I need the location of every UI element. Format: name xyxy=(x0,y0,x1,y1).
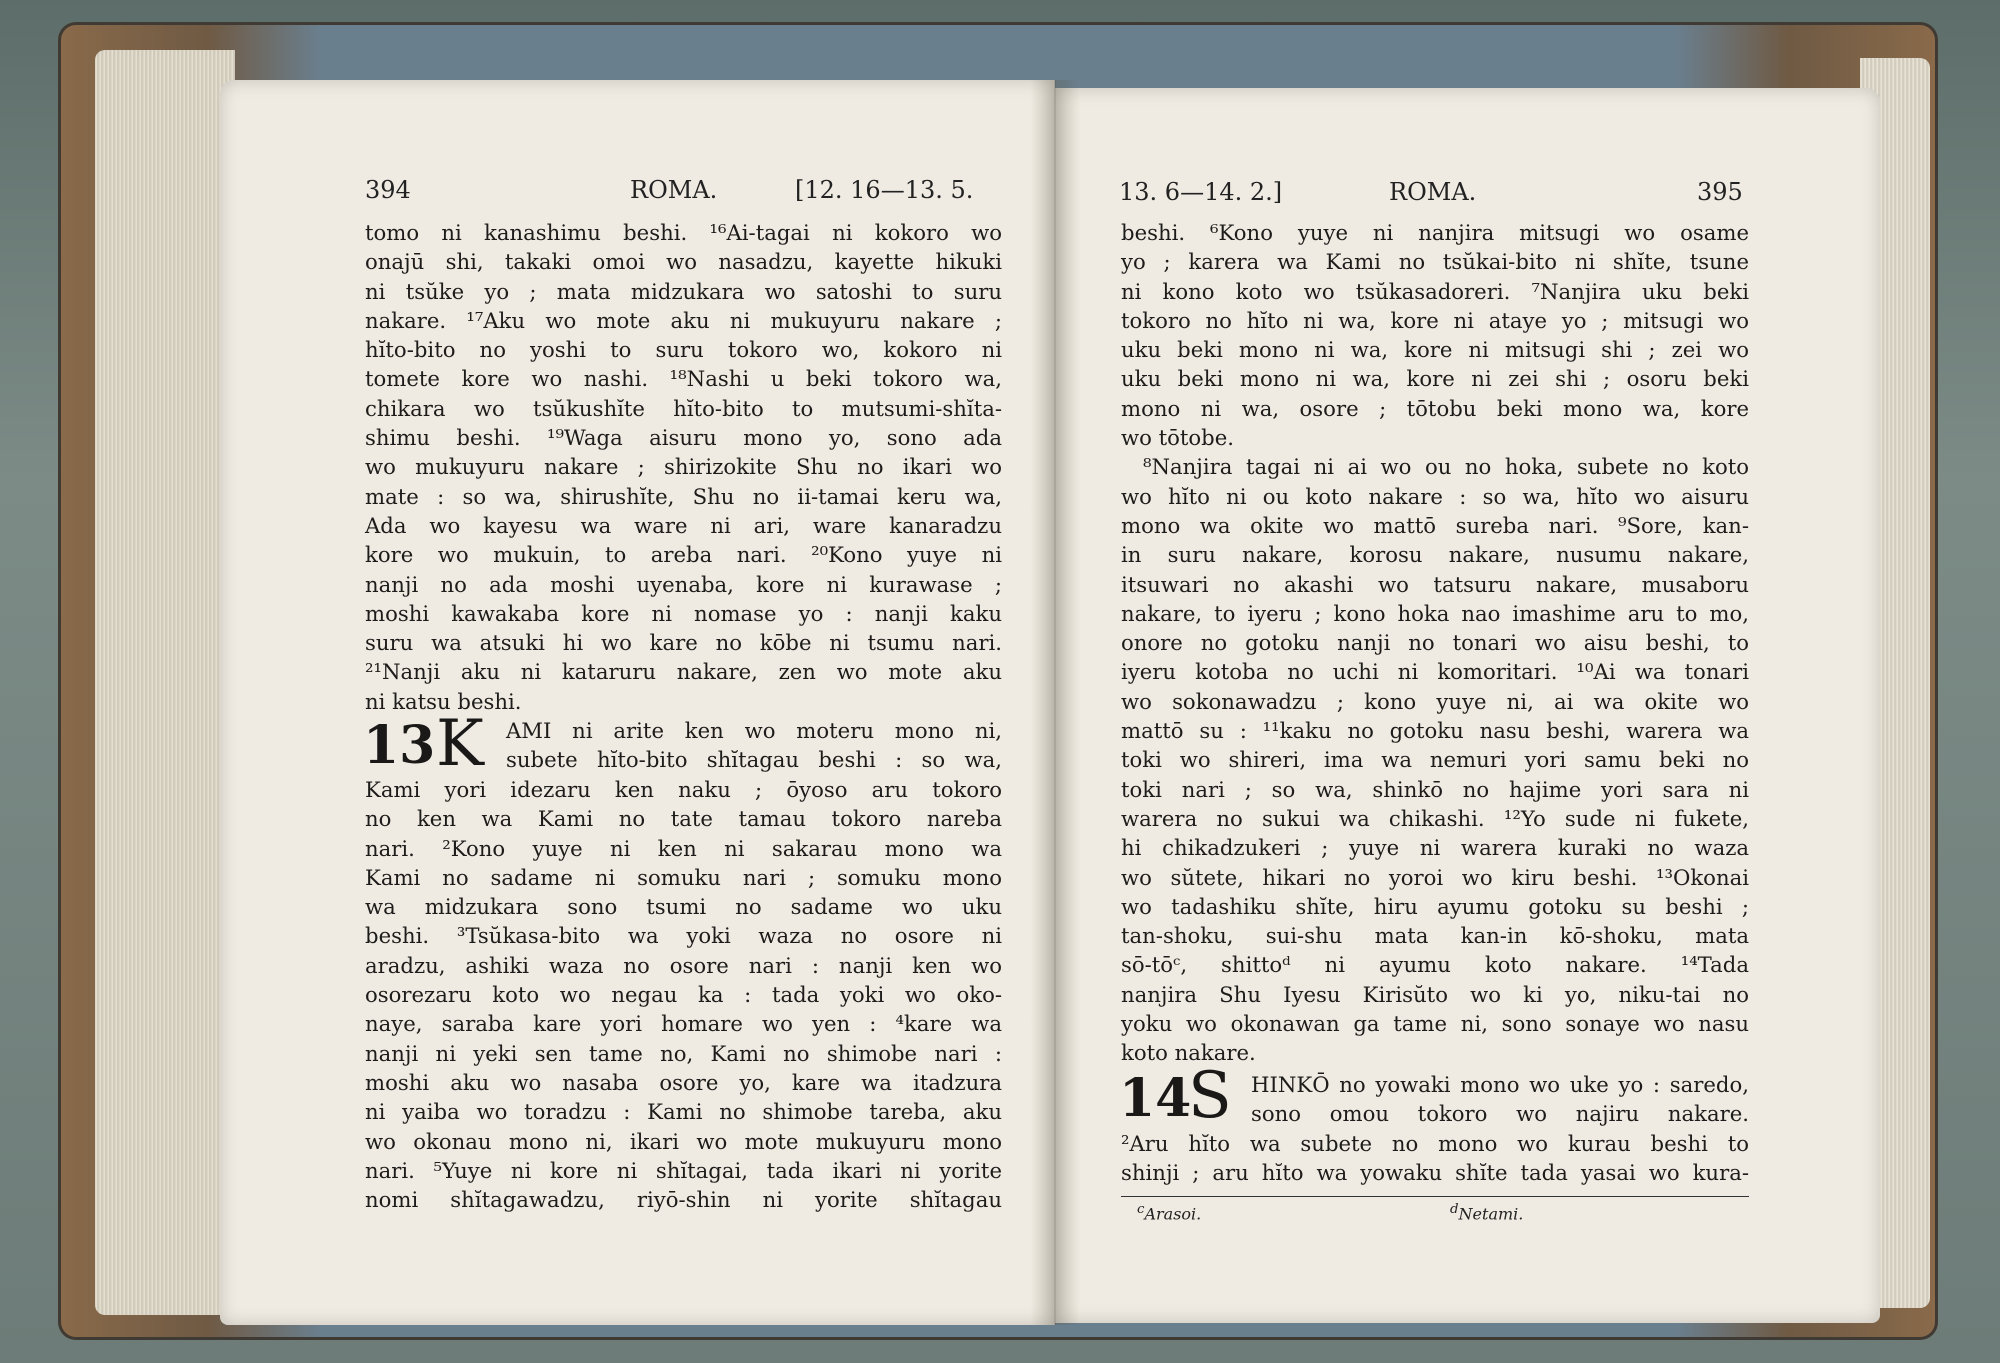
text-line: wo hĭto ni ou koto nakare : so wa, hĭto wo aisuru xyxy=(1121,483,1749,509)
footnote-text: Arasoi. xyxy=(1144,1204,1202,1224)
text-line: AMI ni arite ken wo moteru mono ni, xyxy=(506,718,1002,743)
text-line: osorezaru koto wo negau ka : tada yoki wo oko- xyxy=(365,982,1002,1008)
text-line: beshi. ³Tsŭkasa-bito wa yoki waza no osore ni xyxy=(365,923,1002,949)
text-line: sō-tōᶜ, shittoᵈ ni ayumu koto nakare. ¹⁴Tada xyxy=(1121,952,1749,978)
text-line: tomete kore wo nashi. ¹⁸Nashi u beki tokoro wa, xyxy=(365,366,1002,392)
text-line: wo sŭtete, hikari no yoroi wo kiru beshi. ¹³Okonai xyxy=(1121,864,1749,890)
text-line: nanjira Shu Iyesu Kirisŭto wo ki yo, niku-tai no xyxy=(1121,981,1749,1007)
text-line: nanji no ada moshi uyenaba, kore ni kurawase ; xyxy=(365,571,1002,597)
text-line: beshi. ⁶Kono yuye ni nanjira mitsugi wo osame xyxy=(1121,220,1749,245)
footnote-text: Netami. xyxy=(1458,1204,1524,1224)
text-line: naye, saraba kare yori homare wo yen : ⁴kare wa xyxy=(365,1011,1002,1037)
text-line: koto nakare. xyxy=(1121,1040,1256,1066)
text-line: tomo ni kanashimu beshi. ¹⁶Ai-tagai ni kokoro wo xyxy=(365,220,1002,245)
text-line: nanji ni yeki sen tame no, Kami no shimobe nari : xyxy=(365,1040,1002,1066)
left-page xyxy=(220,80,1055,1325)
text-line: HINKŌ no yowaki mono wo uke yo : saredo, xyxy=(1251,1072,1749,1097)
text-line: toki wo shireri, ima wa nemuri yori samu beki no xyxy=(1121,747,1749,773)
text-line: ⁸Nanjira tagai ni ai wo ou no hoka, subete no koto xyxy=(1143,454,1749,480)
text-line: shimu beshi. ¹⁹Waga aisuru mono yo, sono ada xyxy=(365,425,1002,451)
text-line: onajū shi, takaki omoi wo nasadzu, kayette hikuki xyxy=(365,249,1002,275)
text-line: in suru nakare, korosu nakare, nusumu nakare, xyxy=(1121,542,1749,568)
running-title: ROMA. xyxy=(1389,178,1477,206)
chapter-number: 13 xyxy=(363,715,436,776)
chapter-dropcap: S xyxy=(1188,1059,1232,1133)
text-line: aradzu, ashiki waza no osore nari : nanji ken wo xyxy=(365,952,1002,978)
text-line: wa midzukara sono tsumi no sadame wo uku xyxy=(365,894,1002,920)
text-line: ni katsu beshi. xyxy=(365,688,522,714)
text-line: tan-shoku, sui-shu mata kan-in kō-shoku, mata xyxy=(1121,923,1749,949)
text-line: Ada wo kayesu wa ware ni ari, ware kanaradzu xyxy=(365,512,1002,538)
page-number: 395 xyxy=(1697,178,1743,206)
footnote-mark: d xyxy=(1450,1202,1459,1217)
text-line: nomi shĭtagawadzu, riyō-shin ni yorite shĭtagau xyxy=(365,1187,1002,1213)
chapter-dropcap: K xyxy=(436,707,484,781)
footnote-mark: c xyxy=(1137,1202,1145,1217)
text-line: shinji ; aru hĭto wa yowaku shĭte tada yasai wo kura- xyxy=(1121,1160,1749,1186)
text-line: ²Aru hĭto wa subete no mono wo kurau beshi to xyxy=(1121,1131,1749,1156)
book-gutter xyxy=(1030,80,1080,1325)
text-line: mate : so wa, shirushĭte, Shu no ii-tamai keru wa, xyxy=(365,483,1002,509)
right-text-top xyxy=(1121,218,1749,1068)
text-line: moshi kawakaba kore ni nomase yo : nanji kaku xyxy=(365,600,1002,626)
text-line: mattō su : ¹¹kaku no gotoku nasu beshi, warera wa xyxy=(1121,718,1749,744)
text-line: nari. ²Kono yuye ni ken ni sakarau mono wa xyxy=(365,835,1002,861)
text-line: sono omou tokoro wo najiru nakare. xyxy=(1251,1101,1749,1127)
page-edges-left xyxy=(95,50,235,1315)
text-line: hĭto-bito no yoshi to suru tokoro wo, kokoro ni xyxy=(365,337,1002,363)
left-page-header xyxy=(365,176,974,210)
text-line: warera no sukui wa chikashi. ¹²Yo sude ni fukete, xyxy=(1121,805,1749,831)
page-number: 394 xyxy=(365,176,411,204)
footnote-rule xyxy=(1121,1196,1749,1197)
text-line: wo okonau mono ni, ikari wo mote mukuyuru mono xyxy=(365,1128,1002,1154)
text-line: subete hĭto-bito shĭtagau beshi : so wa, xyxy=(506,747,1002,773)
text-line: yoku wo okonawan ga tame ni, sono sonaye wo nasu xyxy=(1121,1011,1749,1037)
left-chapter-first-lines xyxy=(506,716,1002,775)
text-line: wo tadashiku shĭte, hiru ayumu gotoku su beshi ; xyxy=(1121,893,1749,919)
footnote-c xyxy=(1137,1202,1201,1223)
text-line: mono ni wa, osore ; tōtobu beki mono wa, kore xyxy=(1121,395,1749,421)
right-page xyxy=(1055,88,1880,1323)
text-line: hi chikadzukeri ; yuye ni warera kuraki no waza xyxy=(1121,835,1749,861)
text-line: onore no gotoku nanji no tonari wo aisu beshi, to xyxy=(1121,630,1749,656)
text-line: yo ; karera wa Kami no tsŭkai-bito ni shĭte, tsune xyxy=(1121,249,1749,275)
text-line: mono wa okite wo mattō sureba nari. ⁹Sore, kan- xyxy=(1121,512,1749,538)
verse-range: [12. 16—13. 5. xyxy=(795,176,974,204)
text-line: ²¹Nanji aku ni kataruru nakare, zen wo mote aku xyxy=(365,659,1002,685)
text-line: ni tsŭke yo ; mata midzukara wo satoshi to suru xyxy=(365,278,1002,304)
text-line: Kami no sadame ni somuku nari ; somuku mono xyxy=(365,864,1002,890)
right-page-header xyxy=(1119,178,1749,212)
text-line: suru wa atsuki hi wo kare no kōbe ni tsumu nari. xyxy=(365,630,1002,656)
text-line: toki nari ; so wa, shinkō no hajime yori sara ni xyxy=(1121,776,1749,802)
text-line: wo mukuyuru nakare ; shirizokite Shu no ikari wo xyxy=(365,454,1002,480)
left-text-bottom xyxy=(365,775,1002,1214)
text-line: uku beki mono ni wa, kore ni zei shi ; osoru beki xyxy=(1121,366,1749,392)
text-line: no ken wa Kami no tate tamau tokoro nareba xyxy=(365,806,1002,832)
text-line: chikara wo tsŭkushĭte hĭto-bito to mutsumi-shĭta- xyxy=(365,395,1002,421)
left-text-top xyxy=(365,218,1002,716)
text-line: nari. ⁵Yuye ni kore ni shĭtagai, tada ikari ni yorite xyxy=(365,1157,1002,1183)
running-title: ROMA. xyxy=(630,176,718,204)
verse-range: 13. 6—14. 2.] xyxy=(1119,178,1283,206)
text-line: uku beki mono ni wa, kore ni mitsugi shi ; zei wo xyxy=(1121,337,1749,363)
text-line: nakare, to iyeru ; kono hoka nao imashime aru to mo, xyxy=(1121,600,1749,626)
text-line: tokoro no hĭto ni wa, kore ni ataye yo ; mitsugi wo xyxy=(1121,307,1749,333)
text-line: Kami yori idezaru ken naku ; ōyoso aru tokoro xyxy=(365,777,1002,802)
text-line: iyeru kotoba no uchi ni komoritari. ¹⁰Ai wa tonari xyxy=(1121,659,1749,685)
text-line: wo tōtobe. xyxy=(1121,425,1235,451)
right-chapter-first-lines xyxy=(1251,1070,1749,1129)
text-line: moshi aku wo nasaba osore yo, kare wa itadzura xyxy=(365,1069,1002,1095)
text-line: kore wo mukuin, to areba nari. ²⁰Kono yuye ni xyxy=(365,542,1002,568)
footnote-d xyxy=(1450,1202,1523,1223)
text-line: ni yaiba wo toradzu : Kami no shimobe tareba, aku xyxy=(365,1099,1002,1125)
text-line: itsuwari no akashi wo tatsuru nakare, musaboru xyxy=(1121,571,1749,597)
right-text-bottom xyxy=(1121,1129,1749,1188)
text-line: ni kono koto wo tsŭkasadoreri. ⁷Nanjira uku beki xyxy=(1121,278,1749,304)
text-line: nakare. ¹⁷Aku wo mote aku ni mukuyuru nakare ; xyxy=(365,307,1002,333)
text-line: wo sokonawadzu ; kono yuye ni, ai wa okite wo xyxy=(1121,688,1749,714)
chapter-number: 14 xyxy=(1119,1068,1192,1129)
